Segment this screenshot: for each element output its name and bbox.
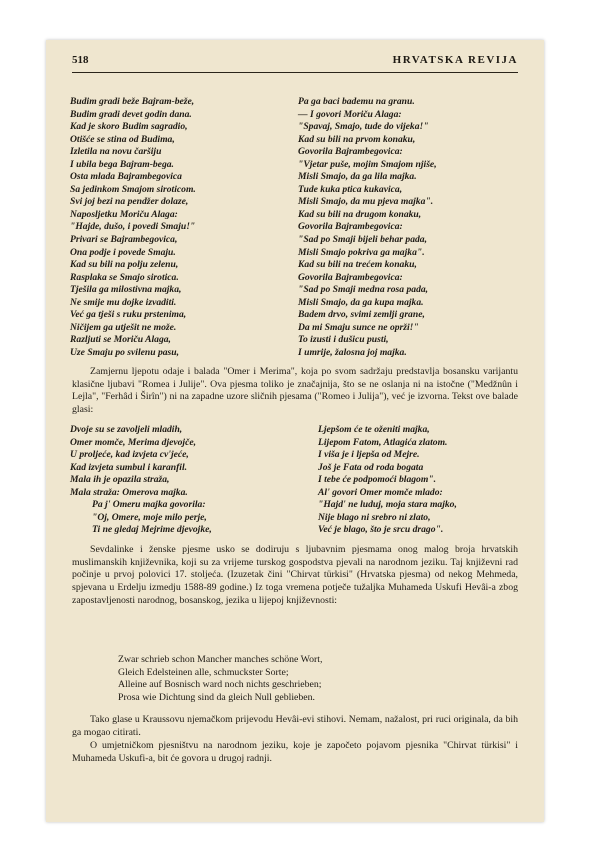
verse-line: Tude kuka ptica kukavica,	[298, 183, 403, 195]
paragraph-umjetnicko-pjesnistvo: O umjetničkom pjesništvu na narodnom jeziku, koje je započeto pojavom pjesnika "Chirvat türkisi" i Muhameda Uskufi-a, bit će govora u drugoj radnji.	[72, 740, 518, 764]
verse-line: Već ga tješi s ruku prstenima,	[70, 309, 187, 321]
verse-line: Izletila na novu čaršiju	[70, 146, 162, 158]
verse-line: Razljuti se Moriču Alaga,	[70, 334, 171, 346]
header-rule	[72, 72, 518, 73]
journal-page	[46, 40, 544, 822]
verse-line: Svi joj bezi na pendžer dolaze,	[70, 196, 189, 208]
verse-line: I tebe će podpomoći blagom".	[318, 474, 437, 486]
verse-line: Ti ne gledaj Mejrime djevojke,	[92, 524, 212, 536]
paragraph-omer-merima: Zamjernu ljepotu odaje i balada "Omer i Merima", koja po svom sadržaju predstavlja bosansku varijantu klasične ljubavi "Romea i Julije". Ova pjesma toliko je značajnija, što se ne oslanja ni na istočne ("Medžnûn i Lejla", "Ferhâd i Širîn") ni na zapadne uzore sličnih pjesama ("Romeo i Julija"), već je izvorna. Tekst ove balade glasi:	[72, 366, 518, 416]
verse-line: I umrije, žalosna joj majka.	[298, 346, 407, 358]
poem1-right-column	[298, 96, 437, 359]
verse-line: I viša je i ljepša od Mejre.	[318, 449, 420, 461]
verse-line: "Spavaj, Smajo, tude do vijeka!"	[298, 121, 429, 133]
verse-line: Budim gradi devet godin dana.	[70, 108, 192, 120]
verse-line: Govorila Bajrambegovica:	[298, 271, 403, 283]
verse-line: Uze Smaju po svilenu pasu,	[70, 346, 180, 358]
verse-line: Već je blago, što je srcu drago".	[318, 524, 444, 536]
verse-line: Badem drvo, svimi zemlji grane,	[298, 309, 425, 321]
verse-line: Da mi Smaju sunce ne oprži!"	[298, 321, 419, 333]
verse-line: Otišće se stina od Budima,	[70, 133, 175, 145]
page-header	[72, 54, 518, 72]
verse-line: Lijepom Fatom, Atlagića zlatom.	[318, 436, 448, 448]
verse-line: "Sad po Smaji medna rosa pada,	[298, 284, 429, 296]
verse-line: Misli Smajo, da mu pjeva majka".	[298, 196, 434, 208]
verse-line: Misli Smajo, da ga lila majka.	[298, 171, 417, 183]
verse-line: Nije blago ni srebro ni zlato,	[318, 511, 431, 523]
verse-line: Misli Smajo, da ga kupa majka.	[298, 296, 424, 308]
verse-line: Ljepšom će te oženiti majka,	[318, 424, 430, 435]
verse-line: — I govori Moriču Alaga:	[298, 108, 402, 120]
verse-line: Tješila ga milostivna majka,	[70, 284, 182, 296]
verse-line: Gleich Edelsteinen alle, schmuckster Sorte;	[118, 666, 289, 678]
verse-line: Kad su bili na prvom konaku,	[298, 133, 416, 145]
verse-line: Pa ga baci bademu na granu.	[298, 96, 415, 107]
paragraph-kraussov-prijevod: Tako glase u Kraussovu njemačkom prijevodu Hevâi-evi stihovi. Nemam, nažalost, pri ruci originala, da bih ga mogao citirati.	[72, 714, 518, 738]
verse-line: To izusti i dušicu pusti,	[298, 334, 389, 346]
poem2-right-column	[318, 424, 457, 537]
verse-line: Ona podje i povede Smaju.	[70, 246, 176, 258]
verse-line: Privari se Bajrambegovica,	[70, 234, 178, 246]
verse-line: Govorila Bajrambegovica:	[298, 221, 403, 233]
verse-line: Mala ih je opazila straža,	[70, 474, 170, 486]
verse-line: Al' govori Omer momče mlado:	[318, 486, 443, 498]
verse-line: Zwar schrieb schon Mancher manches schöne Wort,	[118, 654, 323, 665]
verse-line: Misli Smajo pokriva ga majka".	[298, 246, 425, 258]
verse-line: Pa j' Omeru majka govorila:	[92, 499, 206, 511]
verse-line: "Oj, Omere, moje milo perje,	[92, 511, 207, 523]
german-verse	[118, 654, 322, 704]
verse-line: Kad su bili na polju zelenu,	[70, 259, 179, 271]
verse-line: Još je Fata od roda bogata	[318, 461, 424, 473]
verse-line: Ničijem ga utješit ne može.	[70, 321, 177, 333]
verse-line: Dvoje su se zavoljeli mladih,	[70, 424, 183, 435]
verse-line: Naposljetku Moriču Alaga:	[70, 208, 178, 220]
poem1-left-column	[70, 96, 196, 359]
verse-line: "Hajd' ne luduj, moja stara majko,	[318, 499, 457, 511]
verse-line: U proljeće, kad izvjeta cv'jeće,	[70, 449, 189, 461]
verse-line: Kad izvjeta sumbul i karanfil.	[70, 461, 188, 473]
poem2-left-column	[70, 424, 212, 537]
verse-line: Budim gradi beže Bajram-beže,	[70, 96, 195, 107]
verse-line: Sa jedinkom Smajom siroticom.	[70, 183, 196, 195]
verse-line: Kad su bili na trećem konaku,	[298, 259, 417, 271]
verse-line: Rasplaka se Smajo sirotica.	[70, 271, 179, 283]
verse-line: Mala straža: Omerova majka.	[70, 486, 188, 498]
verse-line: I ubila bega Bajram-bega.	[70, 158, 174, 170]
verse-line: Prosa wie Dichtung sind da gleich Null geblieben.	[118, 691, 315, 703]
journal-title: HRVATSKA REVIJA	[392, 54, 518, 66]
page-number: 518	[72, 54, 89, 66]
verse-line: "Sad po Smaji bijeli behar pada,	[298, 234, 427, 246]
verse-line: Kad su bili na drugom konaku,	[298, 208, 422, 220]
verse-line: Govorila Bajrambegovica:	[298, 146, 403, 158]
verse-line: "Vjetar puše, mojim Smajom njiše,	[298, 158, 437, 170]
verse-line: Alleine auf Bosnisch ward noch nichts geschrieben;	[118, 679, 322, 691]
verse-line: "Hajde, dušo, i povedi Smaju!"	[70, 221, 196, 233]
verse-line: Kad je skoro Budim sagradio,	[70, 121, 188, 133]
verse-line: Osta mlada Bajrambegovica	[70, 171, 182, 183]
verse-line: Ne smije mu dojke izvaditi.	[70, 296, 177, 308]
paragraph-sevdalinke: Sevdalinke i ženske pjesme usko se dodiruju s ljubavnim pjesmama onog malog broja hrvatskih muslimanskih književnika, koji su za vrijeme turskog gospodstva pjevali na narodnom jeziku. Taj književni rad počinje u prvoj polovici 17. stoljeća. (Izuzetak čini "Chirvat türkisi" (Hrvatska pjesma) od nekog Mehmeda, spjevana u Erdelju izmedju 1588-89 godine.) Iz toga vremena potječe tužaljka Muhameda Uskufi Hevâi-a zbog zapostavljenosti narodnog, bosanskog, jezika u lijepoj književnosti:	[72, 544, 518, 606]
verse-line: Omer momče, Merima djevojče,	[70, 436, 197, 448]
